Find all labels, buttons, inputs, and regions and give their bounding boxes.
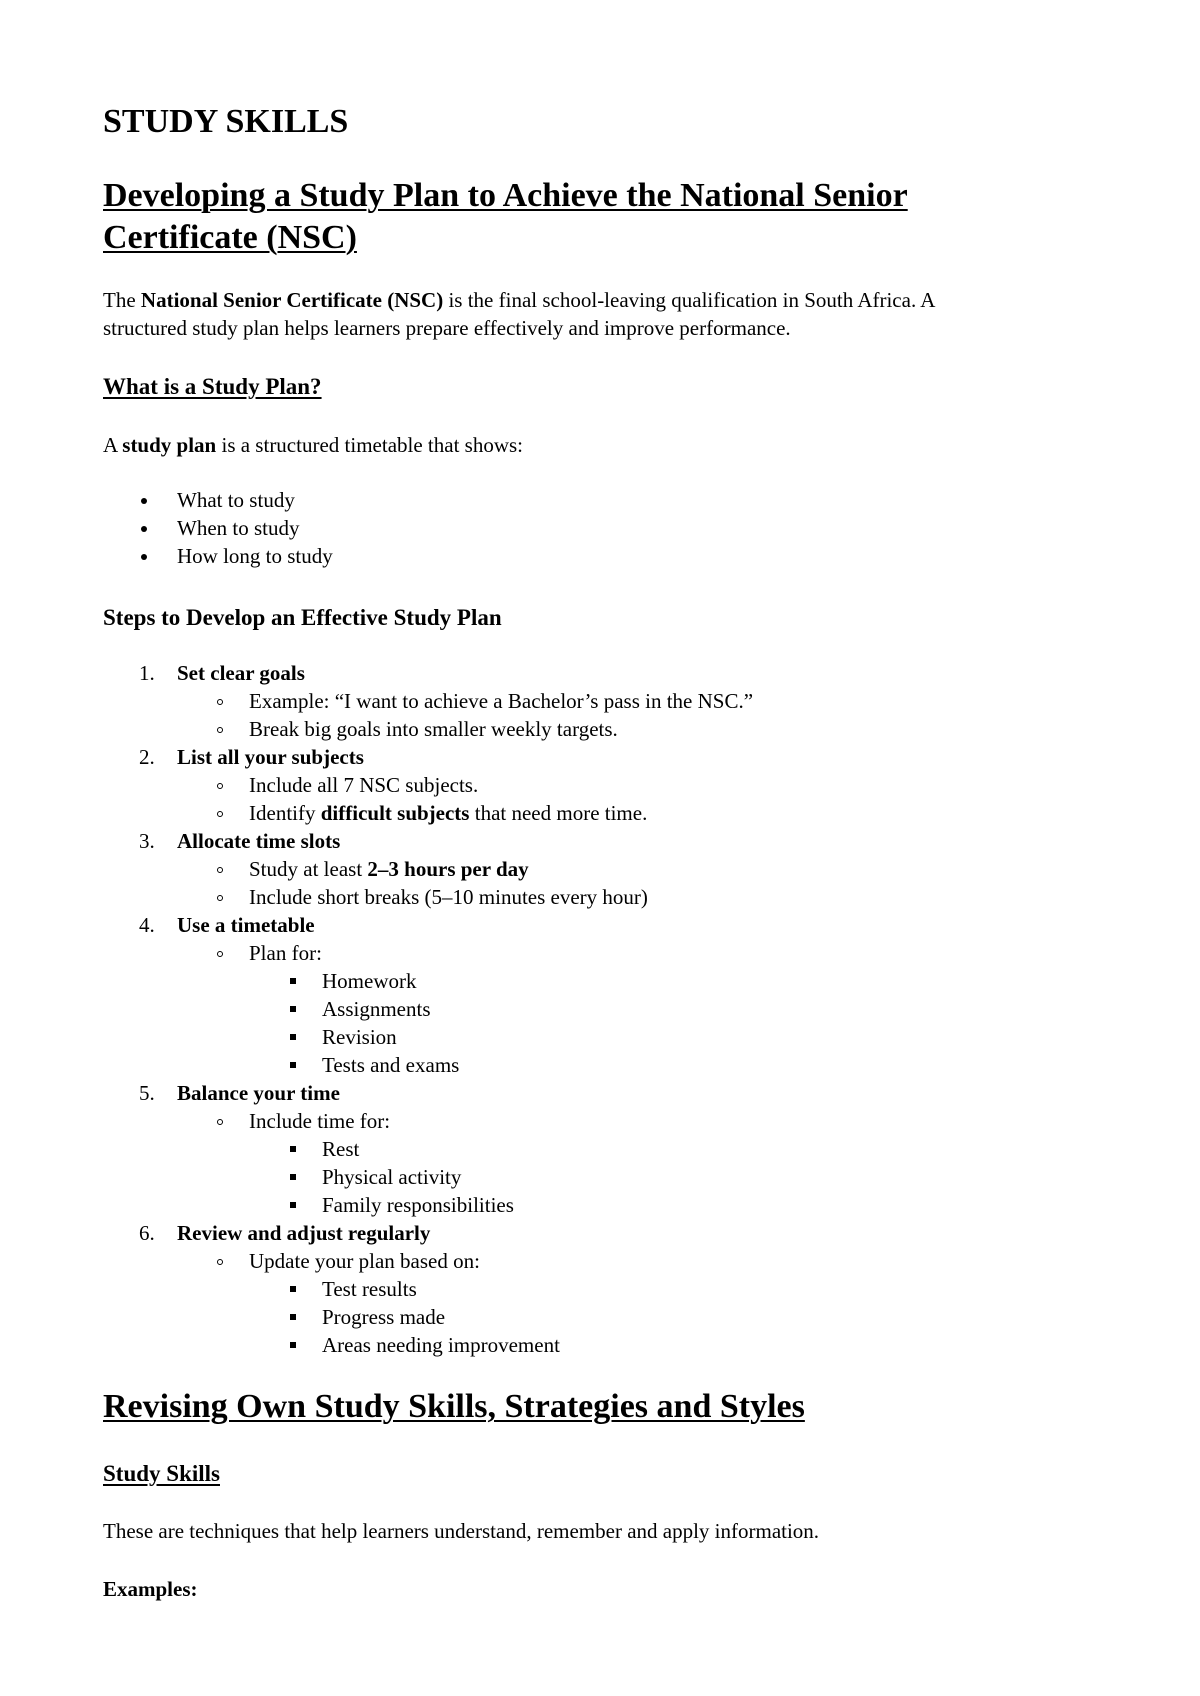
sub-text-post: that need more time. bbox=[469, 801, 648, 825]
step-3-sub-2 bbox=[103, 883, 753, 911]
step-number: 2. bbox=[139, 745, 155, 769]
step-title: Use a timetable bbox=[177, 913, 315, 937]
circle-bullet-icon bbox=[217, 1119, 223, 1125]
section-heading-study-plan bbox=[103, 175, 908, 259]
circle-bullet-icon bbox=[217, 867, 223, 873]
sub-text: Example: “I want to achieve a Bachelor’s pass in the NSC.” bbox=[249, 689, 754, 713]
step-4-sub-1 bbox=[103, 939, 753, 967]
list-item bbox=[103, 1163, 753, 1191]
step-4 bbox=[103, 911, 753, 939]
sub-text-bold: difficult subjects bbox=[320, 801, 470, 825]
study-skills-description: These are techniques that help learners understand, remember and apply information. bbox=[103, 1519, 820, 1543]
document-title: STUDY SKILLS bbox=[103, 103, 349, 140]
list-item bbox=[103, 514, 333, 542]
list-item bbox=[103, 542, 333, 570]
study-plan-definition bbox=[103, 431, 523, 459]
step-title: Review and adjust regularly bbox=[177, 1221, 431, 1245]
item-text: Test results bbox=[322, 1277, 417, 1301]
list-item bbox=[103, 1051, 753, 1079]
circle-bullet-icon bbox=[217, 811, 223, 817]
step-title: Allocate time slots bbox=[177, 829, 341, 853]
bullet-icon bbox=[141, 526, 147, 532]
bullet-text: What to study bbox=[177, 488, 295, 512]
step-2 bbox=[103, 743, 753, 771]
intro-line-2: structured study plan helps learners prepare effectively and improve performance. bbox=[103, 316, 791, 340]
square-bullet-icon bbox=[290, 1146, 296, 1152]
circle-bullet-icon bbox=[217, 783, 223, 789]
step-5 bbox=[103, 1079, 753, 1107]
sub-text-bold: 2–3 hours per day bbox=[367, 857, 529, 881]
intro-post: is the final school-leaving qualification in South Africa. A bbox=[443, 288, 936, 312]
sub-text: Include short breaks (5–10 minutes every hour) bbox=[249, 885, 648, 909]
sub-text: Include all 7 NSC subjects. bbox=[249, 773, 479, 797]
sub-text: Include time for: bbox=[249, 1109, 391, 1133]
step-3-sub-1 bbox=[103, 855, 753, 883]
steps-heading: Steps to Develop an Effective Study Plan bbox=[103, 605, 502, 630]
square-bullet-icon bbox=[290, 1286, 296, 1292]
sub-text: Update your plan based on: bbox=[249, 1249, 480, 1273]
square-bullet-icon bbox=[290, 1062, 296, 1068]
square-bullet-icon bbox=[290, 1314, 296, 1320]
list-item bbox=[103, 1303, 753, 1331]
circle-bullet-icon bbox=[217, 1259, 223, 1265]
square-bullet-icon bbox=[290, 1034, 296, 1040]
list-item bbox=[103, 967, 753, 995]
list-item bbox=[103, 1023, 753, 1051]
step-number: 4. bbox=[139, 913, 155, 937]
list-item bbox=[103, 1135, 753, 1163]
circle-bullet-icon bbox=[217, 895, 223, 901]
item-text: Assignments bbox=[322, 997, 431, 1021]
step-number: 1. bbox=[139, 661, 155, 685]
list-item bbox=[103, 995, 753, 1023]
step-2-sub-1 bbox=[103, 771, 753, 799]
list-item bbox=[103, 1275, 753, 1303]
study-skills-subheading: Study Skills bbox=[103, 1461, 220, 1486]
intro-pre: The bbox=[103, 288, 141, 312]
item-text: Tests and exams bbox=[322, 1053, 460, 1077]
step-2-sub-2 bbox=[103, 799, 753, 827]
step-6 bbox=[103, 1219, 753, 1247]
bullet-icon bbox=[141, 498, 147, 504]
square-bullet-icon bbox=[290, 1006, 296, 1012]
bullet-text: When to study bbox=[177, 516, 300, 540]
list-item bbox=[103, 486, 333, 514]
step-3 bbox=[103, 827, 753, 855]
step-1-sub-2 bbox=[103, 715, 753, 743]
examples-label: Examples: bbox=[103, 1577, 198, 1601]
square-bullet-icon bbox=[290, 1174, 296, 1180]
step-title: Balance your time bbox=[177, 1081, 340, 1105]
definition-pre: A bbox=[103, 433, 123, 457]
sub-text-pre: Identify bbox=[249, 801, 321, 825]
nsc-intro-paragraph bbox=[103, 286, 935, 342]
step-title: List all your subjects bbox=[177, 745, 364, 769]
sub-text-pre: Study at least bbox=[249, 857, 368, 881]
item-text: Homework bbox=[322, 969, 417, 993]
item-text: Progress made bbox=[322, 1305, 446, 1329]
item-text: Revision bbox=[322, 1025, 397, 1049]
sub-text: Break big goals into smaller weekly targets. bbox=[249, 717, 618, 741]
definition-bold: study plan bbox=[122, 433, 217, 457]
list-item bbox=[103, 1191, 753, 1219]
intro-line-1 bbox=[103, 286, 935, 314]
circle-bullet-icon bbox=[217, 727, 223, 733]
square-bullet-icon bbox=[290, 1342, 296, 1348]
step-1 bbox=[103, 659, 753, 687]
list-item bbox=[103, 1331, 753, 1359]
what-is-study-plan-heading: What is a Study Plan? bbox=[103, 374, 322, 399]
item-text: Rest bbox=[322, 1137, 360, 1161]
step-number: 6. bbox=[139, 1221, 155, 1245]
item-text: Physical activity bbox=[322, 1165, 462, 1189]
step-6-sub-1 bbox=[103, 1247, 753, 1275]
section-heading-line-2: Certificate (NSC) bbox=[103, 219, 357, 256]
square-bullet-icon bbox=[290, 1202, 296, 1208]
bullet-text: How long to study bbox=[177, 544, 333, 568]
step-number: 5. bbox=[139, 1081, 155, 1105]
circle-bullet-icon bbox=[217, 951, 223, 957]
study-plan-bullet-list bbox=[103, 486, 333, 570]
step-title: Set clear goals bbox=[177, 661, 305, 685]
step-number: 3. bbox=[139, 829, 155, 853]
square-bullet-icon bbox=[290, 978, 296, 984]
item-text: Family responsibilities bbox=[322, 1193, 514, 1217]
step-1-sub-1 bbox=[103, 687, 753, 715]
intro-bold-nsc: National Senior Certificate (NSC) bbox=[140, 288, 444, 312]
steps-list bbox=[103, 659, 753, 1359]
item-text: Areas needing improvement bbox=[322, 1333, 560, 1357]
section-heading-line-1: Developing a Study Plan to Achieve the National Senior bbox=[103, 177, 908, 214]
definition-post: is a structured timetable that shows: bbox=[216, 433, 524, 457]
section-heading-revising: Revising Own Study Skills, Strategies and Styles bbox=[103, 1388, 805, 1425]
step-5-sub-1 bbox=[103, 1107, 753, 1135]
sub-text: Plan for: bbox=[249, 941, 322, 965]
circle-bullet-icon bbox=[217, 699, 223, 705]
bullet-icon bbox=[141, 554, 147, 560]
